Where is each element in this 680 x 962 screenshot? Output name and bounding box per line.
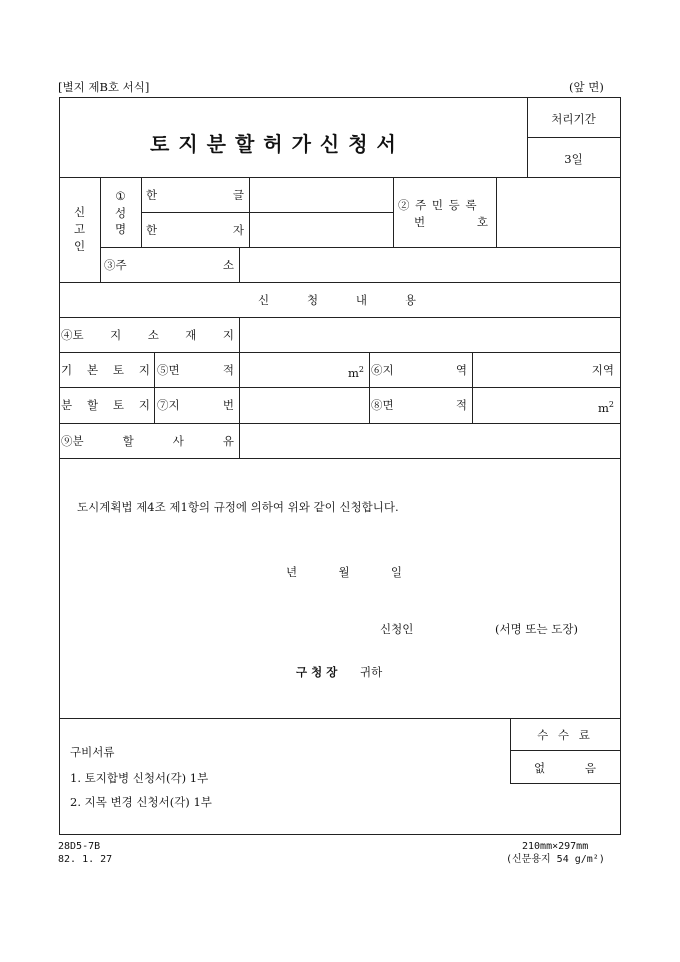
- rrn-label-2: 번 호: [414, 215, 488, 229]
- split-land-label: 분 할 토 지: [61, 398, 150, 412]
- name-hanja-field[interactable]: [250, 213, 392, 247]
- hanja-label: 한 자: [146, 223, 244, 237]
- required-documents-title: 구비서류: [70, 745, 115, 759]
- name-label-2: 명: [114, 222, 127, 236]
- paper-size: 210mm×297mm: [522, 841, 589, 852]
- rrn-label: ② 주 민 등 록: [398, 198, 478, 212]
- processing-period-label: 처리기간: [551, 112, 596, 126]
- name-label-1: 성: [114, 206, 127, 220]
- form-number: [별지 제B호 서식]: [58, 80, 150, 94]
- split-lot-field[interactable]: [240, 388, 368, 422]
- address-field[interactable]: [240, 248, 619, 282]
- split-area-label: ⑧면 적: [371, 398, 467, 412]
- application-date[interactable]: 년 월 일: [286, 565, 402, 579]
- section-title: 신 청 내 용: [258, 293, 416, 307]
- base-area-field[interactable]: $m^2$: [348, 365, 364, 380]
- zone-field[interactable]: 지역: [591, 363, 614, 377]
- reason-field[interactable]: [240, 424, 619, 458]
- form-date: 82. 1. 27: [58, 854, 113, 865]
- address-label: ③주 소: [104, 258, 234, 272]
- land-location-label: ④토 지 소 재 지: [61, 328, 234, 342]
- processing-period-value: 3일: [564, 152, 583, 166]
- signature-note[interactable]: (서명 또는 도장): [495, 622, 578, 636]
- recipient-suffix: 귀하: [360, 665, 383, 679]
- form-title: 토지분할허가신청서: [150, 132, 405, 156]
- fee-value: 없 음: [534, 761, 596, 775]
- name-number: ①: [115, 189, 126, 203]
- name-hangul-field[interactable]: [250, 178, 392, 212]
- applicant-signature-label: 신청인: [380, 622, 414, 636]
- zone-label: ⑥지 역: [371, 363, 467, 377]
- fee-label: 수 수 료: [537, 728, 593, 742]
- applicant-group-label: 신 고 인: [74, 205, 86, 253]
- hangul-label: 한 글: [146, 188, 244, 202]
- base-area-label: ⑤면 적: [157, 363, 234, 377]
- recipient-name: 구 청 장: [296, 665, 338, 679]
- document-item-2: 2. 지목 변경 신청서(각) 1부: [70, 795, 212, 809]
- reason-label: ⑨분 할 사 유: [61, 434, 234, 448]
- document-item-1: 1. 토지합병 신청서(각) 1부: [70, 771, 209, 785]
- form-code: 28D5-7B: [58, 841, 101, 852]
- rrn-field[interactable]: [497, 178, 619, 247]
- page-side-label: (앞 면): [569, 80, 604, 94]
- split-area-field[interactable]: $m^2$: [598, 400, 614, 415]
- paper-type: (신문용지 54 g/m²): [506, 854, 605, 865]
- application-statement: 도시계획법 제4조 제1항의 규정에 의하여 위와 같이 신청합니다.: [77, 500, 399, 514]
- split-lot-label: ⑦지 번: [157, 398, 234, 412]
- base-land-label: 기 본 토 지: [61, 363, 150, 377]
- land-location-field[interactable]: [240, 318, 619, 352]
